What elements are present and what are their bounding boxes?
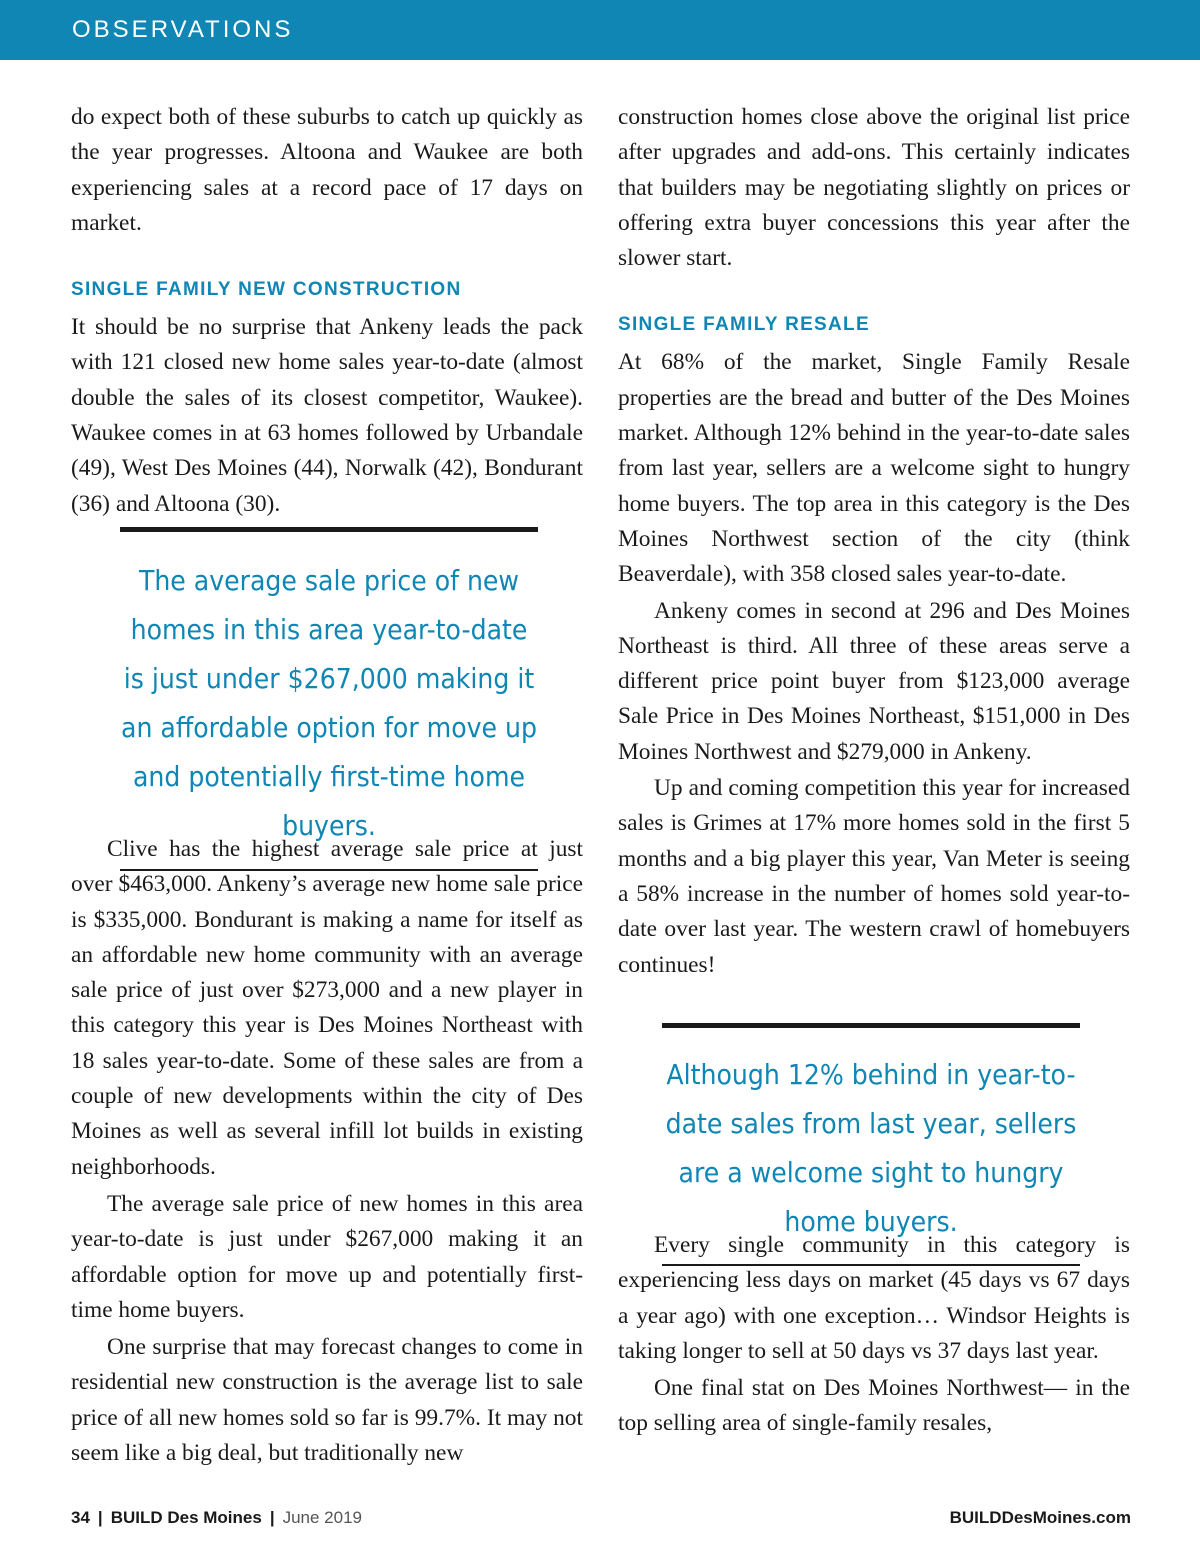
section-heading-resale: SINGLE FAMILY RESALE bbox=[618, 314, 870, 336]
pull-quote-right-text: Although 12% behind in year-to-date sales from last year, sellers are a welcome sight to hungry home buyers. bbox=[665, 1058, 1077, 1238]
left-paragraph-1: It should be no surprise that Ankeny leads the pack with 121 closed new home sales year-to-date (almost double the sales of its closest competitor, Waukee). Waukee comes in at 63 homes followed by Urbandale (49), West Des Moines (44), Norwalk (42), Bondurant (36) and Altoona (30). bbox=[71, 314, 583, 517]
right-paragraph-4: Every single community in this category is experiencing less days on market (45 days vs 67 days a year ago) with one exception… Windsor Heights is taking longer to sell at 50 days vs 37 days last year. bbox=[618, 1232, 1130, 1364]
left-column bbox=[71, 100, 583, 522]
section-header-bar bbox=[0, 0, 1200, 60]
right-column-continued bbox=[618, 1228, 1130, 1442]
left-column-continued bbox=[71, 832, 583, 1471]
issue-date: June 2019 bbox=[282, 1508, 362, 1527]
website-link[interactable]: BUILDDesMoines.com bbox=[949, 1508, 1131, 1527]
left-paragraph-3: The average sale price of new homes in this area year-to-date is just under $267,000 making it an affordable option for move up and potentially first-time home buyers. bbox=[71, 1190, 583, 1323]
right-paragraph-3: Up and coming competition this year for increased sales is Grimes at 17% more homes sold in the first 5 months and a big player this year, Van Meter is seeing a 58% increase in the number of homes sold year-to-date over last year. The western crawl of homebuyers continues! bbox=[618, 775, 1130, 978]
right-intro-paragraph: construction homes close above the original list price after upgrades and add-ons. This certainly indicates that builders may be negotiating slightly on prices or offering extra buyer concessions this year after the slower start. bbox=[618, 104, 1130, 272]
left-intro-paragraph: do expect both of these suburbs to catch up quickly as the year progresses. Altoona and Waukee are both experiencing sales at a record pace of 17 days on market. bbox=[71, 104, 583, 236]
section-heading-new-construction: SINGLE FAMILY NEW CONSTRUCTION bbox=[71, 279, 462, 301]
pull-quote-left bbox=[120, 527, 538, 871]
right-paragraph-1: At 68% of the market, Single Family Resale properties are the bread and butter of the Des Moines market. Although 12% behind in the year-to-date sales from last year, sellers are a welcome sight to hungry home buyers. The top area in this category is the Des Moines Northwest section of the city (think Beaverdale), with 358 closed sales year-to-date. bbox=[618, 349, 1130, 588]
right-column bbox=[618, 100, 1130, 983]
footer-separator: | bbox=[97, 1508, 103, 1527]
right-paragraph-2: Ankeny comes in second at 296 and Des Moines Northeast is third. All three of these areas serve a different price point buyer from $123,000 average Sale Price in Des Moines Northeast, $151,000 in Des Moines Northwest and $279,000 in Ankeny. bbox=[618, 597, 1130, 765]
pull-quote-left-text: The average sale price of new homes in this area year-to-date is just under $267,000 making it an affordable option for move up and potentially first-time home buyers. bbox=[121, 564, 537, 842]
right-paragraph-5: One final stat on Des Moines Northwest— in the top selling area of single-family resales, bbox=[618, 1375, 1130, 1437]
page-footer bbox=[71, 1508, 1131, 1534]
left-paragraph-4: One surprise that may forecast changes to come in residential new construction is the average list to sale price of all new homes sold so far is 99.7%. It may not seem like a big deal, but traditionally new bbox=[71, 1334, 583, 1467]
publication-name: BUILD Des Moines bbox=[110, 1508, 262, 1527]
footer-left bbox=[71, 1508, 362, 1528]
left-paragraph-2: Clive has the highest average sale price at just over $463,000. Ankeny’s average new home sale price is $335,000. Bondurant is making a name for itself as an affordable new home community with an average sale price of just over $273,000 and a new player in this category this year is Des Moines Northeast with 18 sales year-to-date. Some of these sales are from a couple of new developments within the city of Des Moines as well as several infill lot builds in existing neighborhoods. bbox=[71, 836, 583, 1180]
section-label: OBSERVATIONS bbox=[72, 16, 294, 43]
footer-separator: | bbox=[269, 1508, 275, 1527]
page-number: 34 bbox=[71, 1508, 90, 1527]
